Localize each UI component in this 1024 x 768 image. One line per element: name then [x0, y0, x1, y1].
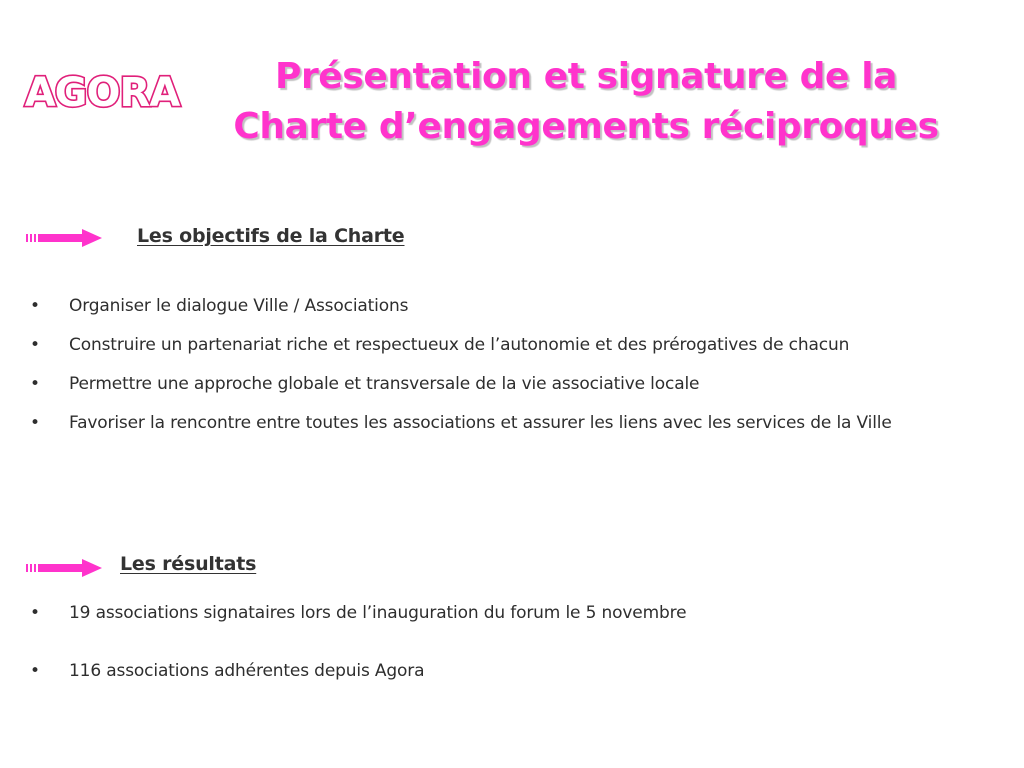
bullet-icon: • [30, 413, 40, 433]
arrow-right-icon [26, 558, 104, 578]
section-heading-results: Les résultats [120, 553, 257, 575]
agora-logo-icon [20, 66, 184, 116]
list-item-text: Permettre une approche globale et transversale de la vie associative locale [69, 374, 700, 394]
list-item-text: Construire un partenariat riche et respectueux de l’autonomie et des prérogatives de chacun [69, 335, 850, 355]
list-item-text: 19 associations signataires lors de l’inauguration du forum le 5 novembre [69, 603, 687, 623]
bullet-icon: • [30, 335, 40, 355]
list-item-text: Favoriser la rencontre entre toutes les associations et assurer les liens avec les services de la Ville [69, 413, 892, 433]
bullet-icon: • [30, 374, 40, 394]
list-item [0, 601, 1024, 626]
bullet-icon: • [30, 603, 40, 623]
section-heading-objectives: Les objectifs de la Charte [137, 225, 405, 247]
agora-logo-text: AGORA [24, 70, 180, 116]
list-item [0, 294, 1024, 319]
page-title-line-2: Charte d’engagements réciproques [233, 106, 939, 147]
list-item [0, 411, 1024, 436]
page-title-line-1: Présentation et signature de la [274, 56, 898, 97]
arrow-right-icon [26, 228, 104, 248]
agora-logo [20, 66, 184, 116]
page-title [196, 52, 976, 152]
list-item-text: 116 associations adhérentes depuis Agora [69, 661, 425, 681]
list-item [0, 659, 1024, 684]
bullet-icon: • [30, 661, 40, 681]
objectives-list [0, 294, 1024, 450]
list-item-text: Organiser le dialogue Ville / Associations [69, 296, 409, 316]
list-item [0, 333, 1024, 358]
list-item [0, 372, 1024, 397]
bullet-icon: • [30, 296, 40, 316]
results-list [0, 601, 1024, 717]
